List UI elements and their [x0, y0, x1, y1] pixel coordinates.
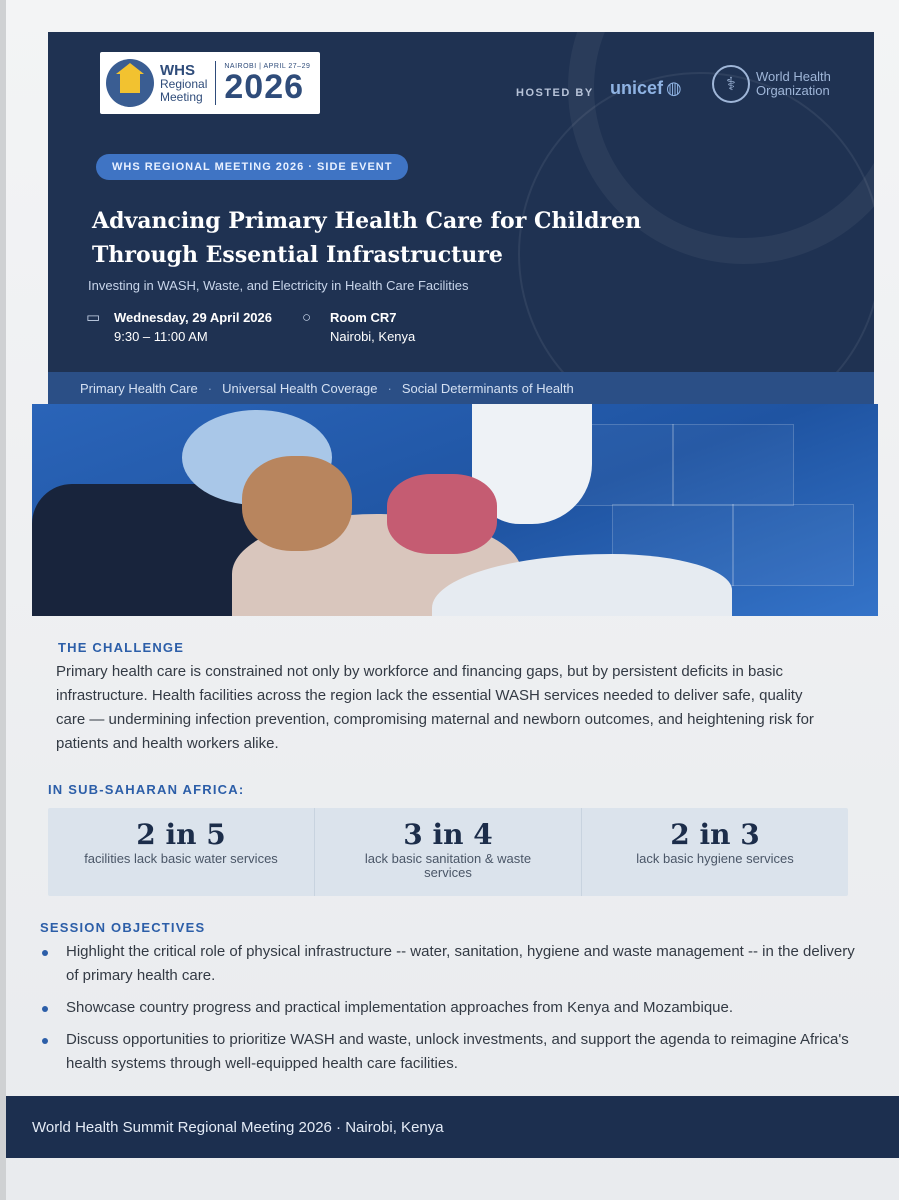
event-city-text: Nairobi, Kenya: [330, 329, 416, 344]
stat-label: lack basic sanitation & waste services: [364, 851, 532, 880]
topic-tags: [48, 372, 874, 404]
who-logo: [712, 65, 831, 103]
stat-sanitation: [315, 808, 582, 896]
stat-value: 2 in 3: [670, 818, 760, 851]
hosted-by-label: HOSTED BY: [516, 87, 594, 99]
challenge-text: Primary health care is constrained not only by workforce and financing gaps, but by persistent deficits in basic infrastructure. Health facilities across the region lack the essential WASH services needed to deliver safe, quality care — undermining infection prevention, compromising maternal and newborn outcomes, and heightening risk for patients and health workers alike.: [56, 663, 814, 752]
event-date: [86, 308, 272, 346]
who-emblem-icon: ⚕: [712, 65, 750, 103]
event-date-text: Wednesday, 29 April 2026: [114, 310, 272, 325]
logo-line1: WHS: [160, 61, 195, 79]
title-line1: Advancing Primary Health Care for Children: [92, 208, 642, 234]
tag-item: Universal Health Coverage: [222, 380, 378, 396]
stat-label: facilities lack basic water services: [84, 851, 278, 866]
logo-line3: Meeting: [160, 89, 203, 104]
whs-logo: [100, 52, 320, 114]
page-subtitle: Investing in WASH, Waste, and Electricity in Health Care Facilities: [88, 278, 469, 293]
title-line2: Through Essential Infrastructure: [92, 242, 503, 268]
objectives-list: [36, 940, 856, 1084]
footer-bar: [6, 1096, 899, 1158]
stat-value: 3 in 4: [403, 818, 493, 851]
event-time-text: 9:30 – 11:00 AM: [114, 329, 208, 344]
who-line1: World Health: [756, 68, 831, 84]
unicef-wordmark: unicef: [610, 78, 664, 98]
logo-year: 2026: [224, 67, 305, 106]
mother-newborn-photo: [32, 404, 878, 616]
tag-separator: ·: [207, 380, 213, 396]
region-heading: IN SUB-SAHARAN AFRICA:: [48, 782, 245, 797]
who-line2: Organization: [756, 83, 830, 98]
calendar-icon: ▭: [86, 309, 101, 326]
house-icon: [106, 59, 154, 107]
page-title: [92, 204, 692, 272]
challenge-heading: THE CHALLENGE: [58, 640, 185, 655]
list-item: Showcase country progress and practical implementation approaches from Kenya and Mozambique.: [36, 996, 856, 1020]
logo-line2: Regional: [160, 77, 208, 92]
event-room-text: Room CR7: [330, 310, 397, 325]
tag-item: Social Determinants of Health: [401, 380, 574, 396]
event-badge: WHS REGIONAL MEETING 2026 · SIDE EVENT: [96, 154, 408, 180]
event-location: [302, 308, 415, 346]
logo-divider: [215, 61, 216, 105]
unicef-logo: [610, 78, 682, 99]
stats-panel: [48, 808, 848, 896]
tag-item: Primary Health Care: [80, 380, 198, 396]
list-item: Discuss opportunities to prioritize WASH and waste, unlock investments, and support the agenda to reimagine Africa's health systems through well-equipped health care facilities.: [36, 1028, 856, 1076]
stat-water: [48, 808, 315, 896]
list-item: Highlight the critical role of physical infrastructure -- water, sanitation, hygiene and waste management -- in the delivery of primary health care.: [36, 940, 856, 988]
event-details: [86, 308, 415, 346]
footer-text: World Health Summit Regional Meeting 2026 · Nairobi, Kenya: [32, 1118, 444, 1136]
objectives-heading: SESSION OBJECTIVES: [40, 920, 206, 935]
logo-location-date: NAIROBI | APRIL 27–29: [224, 62, 311, 70]
stat-hygiene: [582, 808, 848, 896]
location-pin-icon: ○: [302, 309, 312, 326]
globe-icon: ◍: [666, 78, 682, 98]
header-banner: [48, 32, 874, 372]
stat-value: 2 in 5: [136, 818, 226, 851]
tag-separator: ·: [387, 380, 392, 396]
stat-label: lack basic hygiene services: [636, 851, 794, 866]
flyer-page: [6, 0, 899, 1200]
